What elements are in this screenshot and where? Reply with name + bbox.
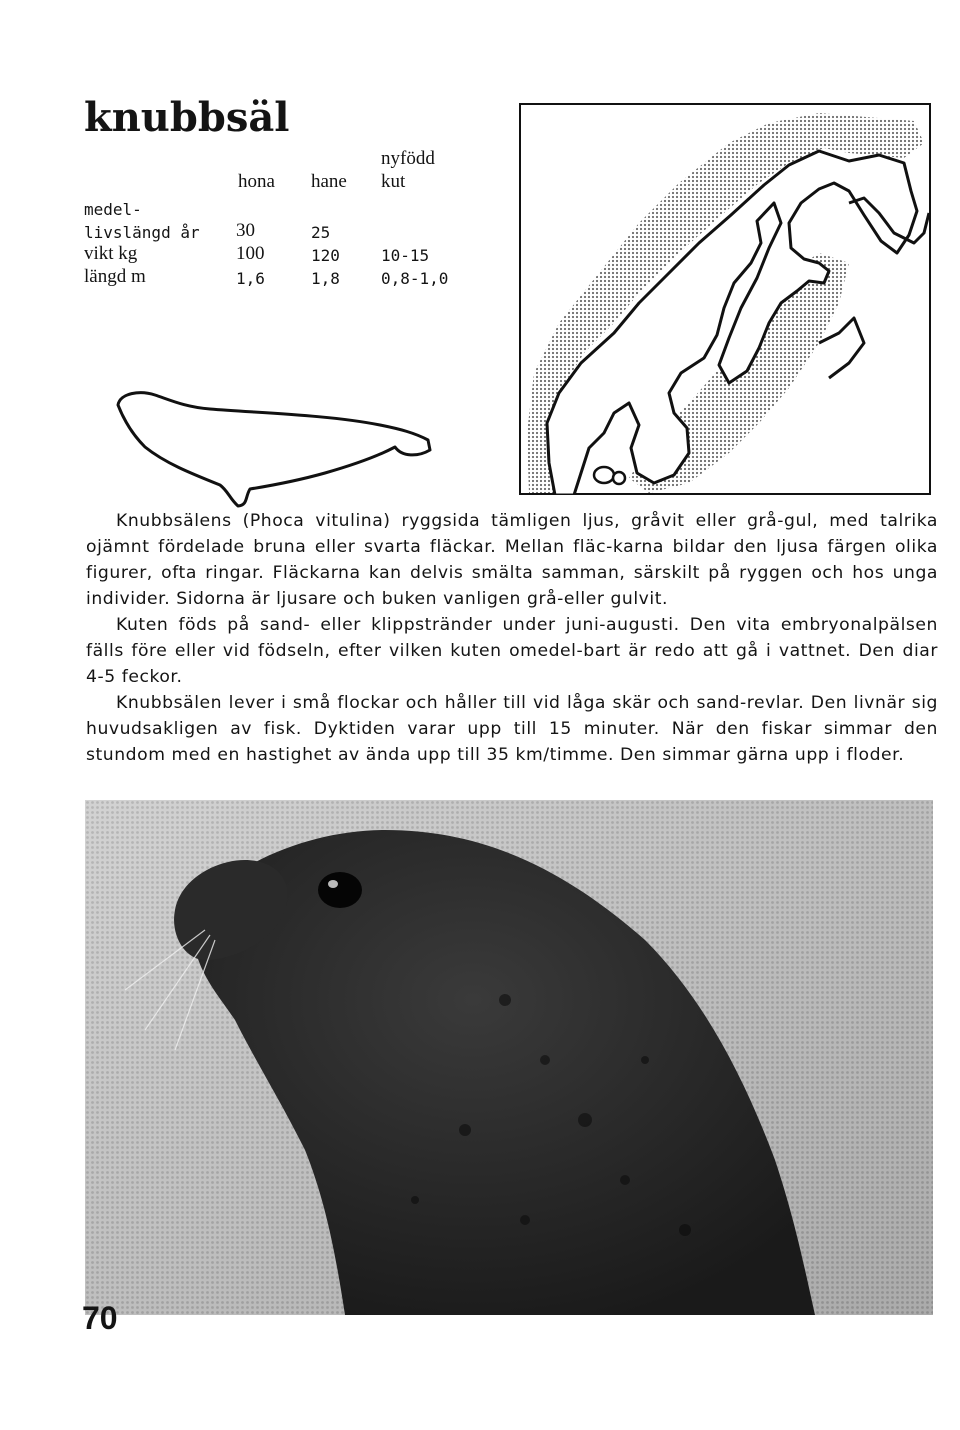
row-label-vikt: vikt kg: [84, 243, 138, 264]
seal-photo: [85, 800, 933, 1315]
page-number: 70: [82, 1300, 118, 1336]
map-island-1: [594, 467, 614, 483]
value-vikt-hona: 100: [236, 243, 265, 264]
row-label-langd: längd m: [84, 266, 146, 287]
paragraph-behaviour: Knubbsälen lever i små flockar och håller till vid låga skär och sand-revlar. Den livnär sig huvudsakligen av fisk. Dyktiden varar upp till 15 minuter. När den fiskar simmar den stundom med en hastighet av ända upp till 35 km/timme. Den simmar gärna upp i floder.: [86, 693, 938, 765]
map-island-2: [613, 472, 625, 484]
row-label-livslangd: livslängd år: [84, 223, 200, 242]
paragraph-description: Knubbsälens (Phoca vitulina) ryggsida tämligen ljus, gråvit eller grå-gul, med talrika ojämnt fördelade bruna eller svarta fläckar. Mellan fläc-karna bildar den ljusa färgen olika figurer, ofta ringar. Fläckarna kan delvis smälta samman, särskilt på ryggen och hos unga individer. Sidorna är ljusare och buken vanligen grå-eller gulvit.: [86, 511, 938, 609]
col-header-kut: kut: [381, 171, 406, 192]
value-livslangd-hona: 30: [236, 220, 255, 241]
value-vikt-hane: 120: [311, 246, 340, 265]
col-header-hona: hona: [238, 171, 275, 192]
page-title: knubbsäl: [84, 94, 290, 141]
seal-silhouette-icon: [110, 385, 440, 510]
row-label-medel: medel-: [84, 200, 142, 219]
value-livslangd-hane: 25: [311, 223, 331, 242]
article-body: [86, 508, 938, 768]
photo-seal-eye: [318, 872, 362, 908]
value-langd-hane: 1,8: [311, 269, 340, 288]
distribution-map: [519, 103, 931, 495]
col-header-nyfodd: nyfödd: [381, 148, 435, 169]
value-langd-kut: 0,8-1,0: [381, 269, 449, 288]
paragraph-pups: Kuten föds på sand- eller klippstränder under juni-augusti. Den vita embryonalpälsen fälls före eller vid födseln, efter vilken kuten omedel-bart är redo att gå i vattnet. Den diar 4-5 feckor.: [86, 615, 938, 687]
value-vikt-kut: 10-15: [381, 246, 430, 265]
value-langd-hona: 1,6: [236, 269, 265, 288]
col-header-hane: hane: [311, 171, 347, 192]
